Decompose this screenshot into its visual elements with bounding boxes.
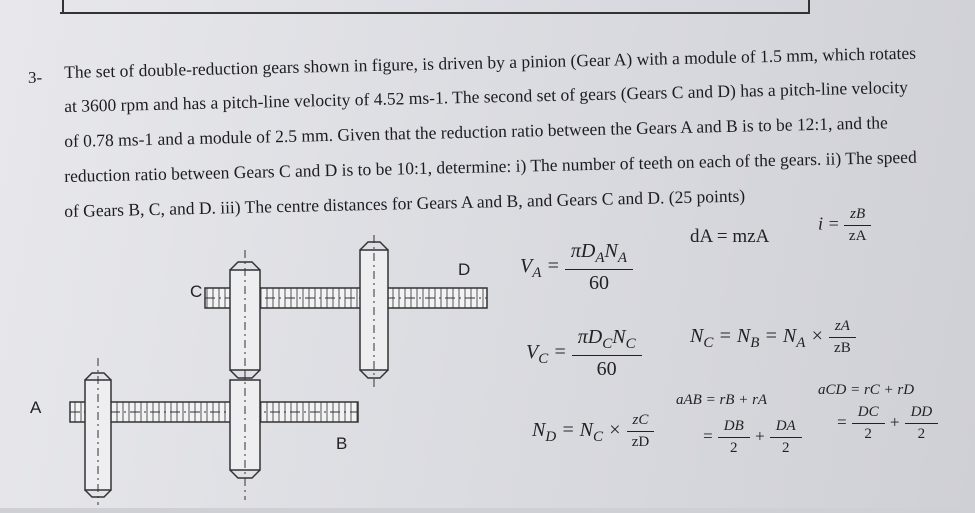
- question-line-4: reduction ratio between Gears C and D is to be 10:1, determine: i) The number of teeth on each of the gears. ii) The speed: [64, 146, 917, 186]
- gear-b: [230, 370, 260, 500]
- formula-nc: $N_C = N_B = N_A$ × $\frac{zA}{zB}$: [690, 318, 856, 357]
- formula-aab-top: aAB = rB + rA: [676, 392, 768, 408]
- gear-train-diagram: [30, 230, 510, 508]
- formula-acd-expanded: = $\frac{DC}{2}$ + $\frac{DD}{2}$: [836, 404, 938, 443]
- gear-d: [360, 235, 388, 390]
- top-table-rule: [60, 12, 810, 14]
- formula-nd: $N_D = N_C$ × $\frac{zC}{zD}$: [532, 412, 654, 451]
- question-line-3: of 0.78 ms-1 and a module of 2.5 mm. Given that the reduction ratio between the Gears A and B is to be 12:1, and the: [64, 112, 889, 151]
- top-table-right-edge: [808, 0, 810, 12]
- question-number: 3-: [28, 68, 43, 87]
- formula-va: $V_A$ = $\frac{\pi D_AN_A}{60}$: [520, 240, 633, 295]
- gear-c: [230, 250, 260, 390]
- formula-ratio-i: i = $\frac{zB}{zA}$: [818, 206, 871, 245]
- gear-b-label: B: [336, 434, 348, 453]
- formula-da: dA = mzA: [690, 226, 770, 247]
- gear-d-label: D: [458, 260, 471, 279]
- gear-c-label: C: [190, 282, 203, 301]
- top-table-left-edge: [62, 0, 64, 12]
- formula-aab-expanded: = $\frac{DB}{2}$ + $\frac{DA}{2}$: [702, 418, 802, 457]
- gear-train-drawing: [30, 230, 510, 508]
- formula-vc: $V_C$ = $\frac{\pi D_CN_C}{60}$: [526, 326, 642, 381]
- gear-a: [85, 358, 111, 505]
- question-line-2: at 3600 rpm and has a pitch-line velocity of 4.52 ms-1. The second set of gears (Gears C and D) has a pitch-line velocity: [64, 76, 909, 116]
- gear-a-label: A: [30, 398, 42, 417]
- question-line-5: of Gears B, C, and D. iii) The centre distances for Gears A and B, and Gears C and D. (25 points): [64, 185, 746, 221]
- question-line-1: The set of double-reduction gears shown in figure, is driven by a pinion (Gear A) with a module of 1.5 mm, which rotates: [64, 42, 917, 82]
- formula-acd-top: aCD = rC + rD: [818, 382, 915, 398]
